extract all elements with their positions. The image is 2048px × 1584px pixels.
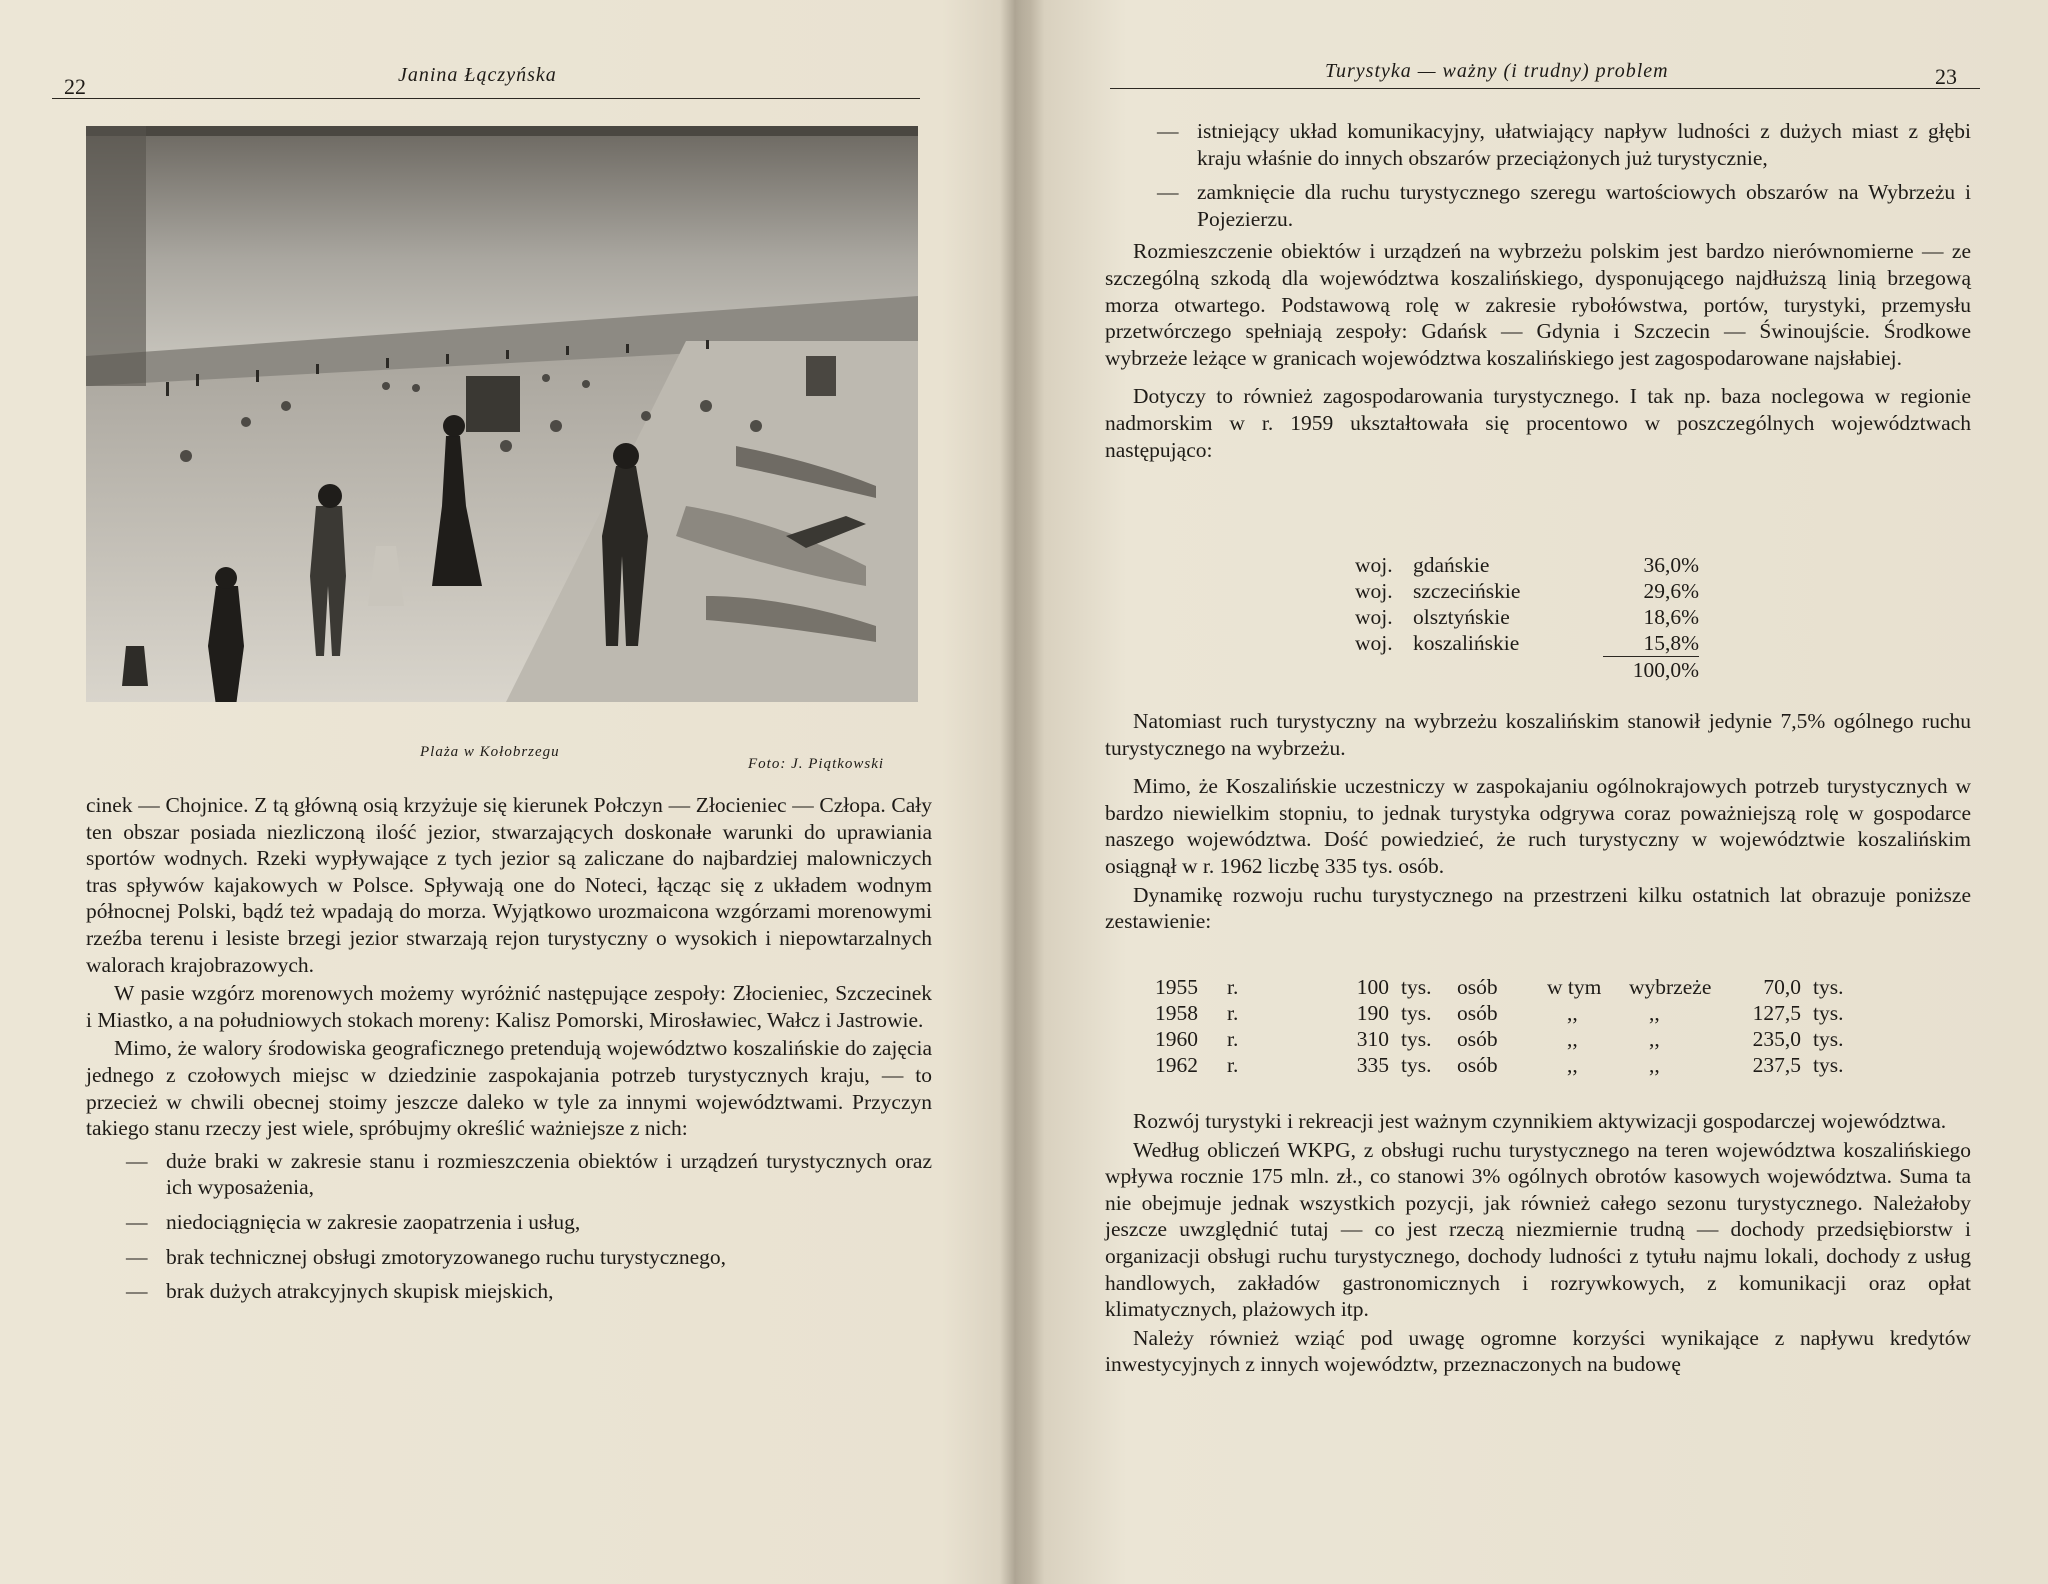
list-dash: — (126, 1279, 148, 1304)
causes-list (86, 1148, 932, 1305)
tourism-dynamics-table (1155, 974, 1843, 1078)
paragraph: Mimo, że Koszalińskie uczestniczy w zaspokajaniu ogólnokrajowych potrzeb turystycznych w bardzo niewielkim stopniu, to jednak turystyka odgrywa coraz poważniejszą rolę w gospodarce naszego województwa. Dość powiedzieć, że ruch turystyczny w województwie koszalińskim osiągnął w r. 1962 liczbę 335 tys. osób. (1105, 774, 1971, 878)
table-row: 1962 r. 335 tys. osób ,, ,, 237,5 tys. (1155, 1053, 1844, 1077)
table-total: 100,0% (1603, 657, 1699, 684)
list-dash: — (126, 1244, 148, 1269)
table-total-row (1355, 657, 1699, 684)
table-row: 1960 r. 310 tys. osób ,, ,, 235,0 tys. (1155, 1027, 1844, 1051)
paragraph: Mimo, że walory środowiska geograficznego pretendują województwo koszalińskie do zajęcia jednego z czołowych miejsc w dziedzinie zaspokajania potrzeb turystycznych kraju, — to przecież w chwili obecnej stoimy jeszcze daleko w tyle za innymi województwami. Przyczyn takiego stanu rzeczy jest wiele, spróbujmy określić ważniejsze z nich: (86, 1036, 932, 1141)
list-item: — brak dużych atrakcyjnych skupisk miejskich, (126, 1279, 554, 1304)
header-rule (52, 98, 920, 99)
header-rule (1110, 88, 1980, 89)
page-number: 23 (1935, 64, 1957, 89)
table-row: woj. gdańskie 36,0% (1355, 553, 1699, 577)
list-item: — duże braki w zakresie stanu i rozmieszczenia obiektów i urządzeń turystycznych oraz ich wyposażenia, (126, 1148, 932, 1200)
table-row: woj. koszalińskie 15,8% (1355, 631, 1699, 656)
paragraph: Według obliczeń WKPG, z obsługi ruchu turystycznego na teren województwa koszalińskiego wpływa rocznie 175 mln. zł., co stanowi 3% ogólnych obrotów kasowych województwa. Suma ta nie obejmuje jednak wszystkich pozycji, jak również całego sezonu turystycznego. Należałoby jeszcze uwzględnić tutaj — co jest rzeczą niezmiernie trudną — dochody przedsiębiorstw i organizacji obsługi ruchu turystycznego, dochody ludności z tytułu najmu lokali, dochody z usług handlowych, zakładów gastronomicznych i rozrywkowych, z komunikacji oraz opłat klimatycznych, plażowych itp. (1105, 1137, 1971, 1322)
table-row: woj. szczecińskie 29,6% (1355, 579, 1699, 603)
right-body-text-a (1105, 118, 1971, 463)
list-dash: — (126, 1148, 148, 1173)
left-page (0, 0, 1010, 1584)
photo-credit: Foto: J. Piątkowski (748, 756, 885, 772)
causes-list-continued (1105, 118, 1971, 232)
list-dash: — (1157, 180, 1179, 205)
list-item: — brak technicznej obsługi zmotoryzowanego ruchu turystycznego, (126, 1244, 727, 1269)
right-page (1015, 0, 2048, 1584)
paragraph: Należy również wziąć pod uwagę ogromne korzyści wynikające z napływu kredytów inwestycyjnych z innych województw, przeznaczonych na budowę (1105, 1325, 1971, 1377)
list-dash: — (126, 1209, 148, 1234)
paragraph: cinek — Chojnice. Z tą główną osią krzyżuje się kierunek Połczyn — Złocieniec — Człopa. Cały ten obszar posiada niezliczoną ilość jezior, stwarzających doskonałe warunki do uprawiania sportów wodnych. Rzeki wypływające z tych jezior są zaliczane do najbardziej malowniczych tras spływów kajakowych w Polsce. Spływają one do Noteci, łącząc się z układem wodnym północnej Polski, bądź też wpadają do morza. Wyjątkowo urozmaicona wzgórzami morenowymi rzeźba terenu i lesiste brzegi jezior stwarzają rejon turystyczny o wysokich i niepowtarzalnych walorach krajobrazowych. (86, 793, 932, 977)
paragraph: Dynamikę rozwoju ruchu turystycznego na przestrzeni kilku ostatnich lat obrazuje poniższe zestawienie: (1105, 882, 1971, 934)
page-number: 22 (64, 74, 86, 99)
paragraph: Natomiast ruch turystyczny na wybrzeżu koszalińskim stanowił jedynie 7,5% ogólnego ruchu turystycznego na wybrzeżu. (1105, 709, 1971, 760)
beach-photo-image (86, 126, 918, 702)
table-row: woj. olsztyńskie 18,6% (1355, 605, 1699, 629)
paragraph: Rozwój turystyki i rekreacji jest ważnym czynnikiem aktywizacji gospodarczej województwa. (1133, 1109, 1947, 1133)
paragraph: W pasie wzgórz morenowych możemy wyróżnić następujące zespoły: Złocieniec, Szczecinek i Miastko, a na południowych stokach moreny: Kalisz Pomorski, Mirosławiec, Wałcz i Jastrowie. (86, 981, 932, 1032)
accommodation-table (1355, 552, 1699, 683)
photo-caption: Plaża w Kołobrzegu (420, 744, 560, 760)
beach-photo (86, 126, 918, 702)
paragraph: Dotyczy to również zagospodarowania turystycznego. I tak np. baza noclegowa w regionie nadmorskim w r. 1959 ukształtowała się procentowo w poszczególnych województwach następująco: (1105, 384, 1971, 462)
list-item: — zamknięcie dla ruchu turystycznego szeregu wartościowych obszarów na Wybrzeżu i Pojezierzu. (1157, 180, 1971, 231)
table-row: 1958 r. 190 tys. osób ,, ,, 127,5 tys. (1155, 1001, 1844, 1025)
running-head: Turystyka — ważny (i trudny) problem (1325, 60, 1669, 82)
list-item: — niedociągnięcia w zakresie zaopatrzenia i usług, (126, 1209, 581, 1234)
left-body-text (86, 792, 932, 1305)
right-body-text-c (1105, 1108, 1971, 1378)
list-item: — istniejący układ komunikacyjny, ułatwiający napływ ludności z dużych miast z głębi kraju właśnie do innych obszarów przeciążonych już turystycznie, (1157, 119, 1971, 170)
table-row: 1955 r. 100 tys. osób w tym wybrzeże 70,0 tys. (1155, 975, 1844, 999)
right-body-text-b (1105, 708, 1971, 935)
paragraph: Rozmieszczenie obiektów i urządzeń na wybrzeżu polskim jest bardzo nierównomierne — ze szczególną szkodą dla województwa koszalińskiego, dysponującego najdłuższą linią brzegową morza otwartego. Podstawową rolę w zakresie rybołówstwa, portów, turystyki, przemysłu przetwórczego spełniają zespoły: Gdańsk — Gdynia i Szczecin — Świnoujście. Środkowe wybrzeże leżące w granicach województwa koszalińskiego jest zagospodarowane najsłabiej. (1105, 239, 1971, 370)
running-head: Janina Łączyńska (398, 64, 557, 86)
list-dash: — (1157, 119, 1179, 143)
